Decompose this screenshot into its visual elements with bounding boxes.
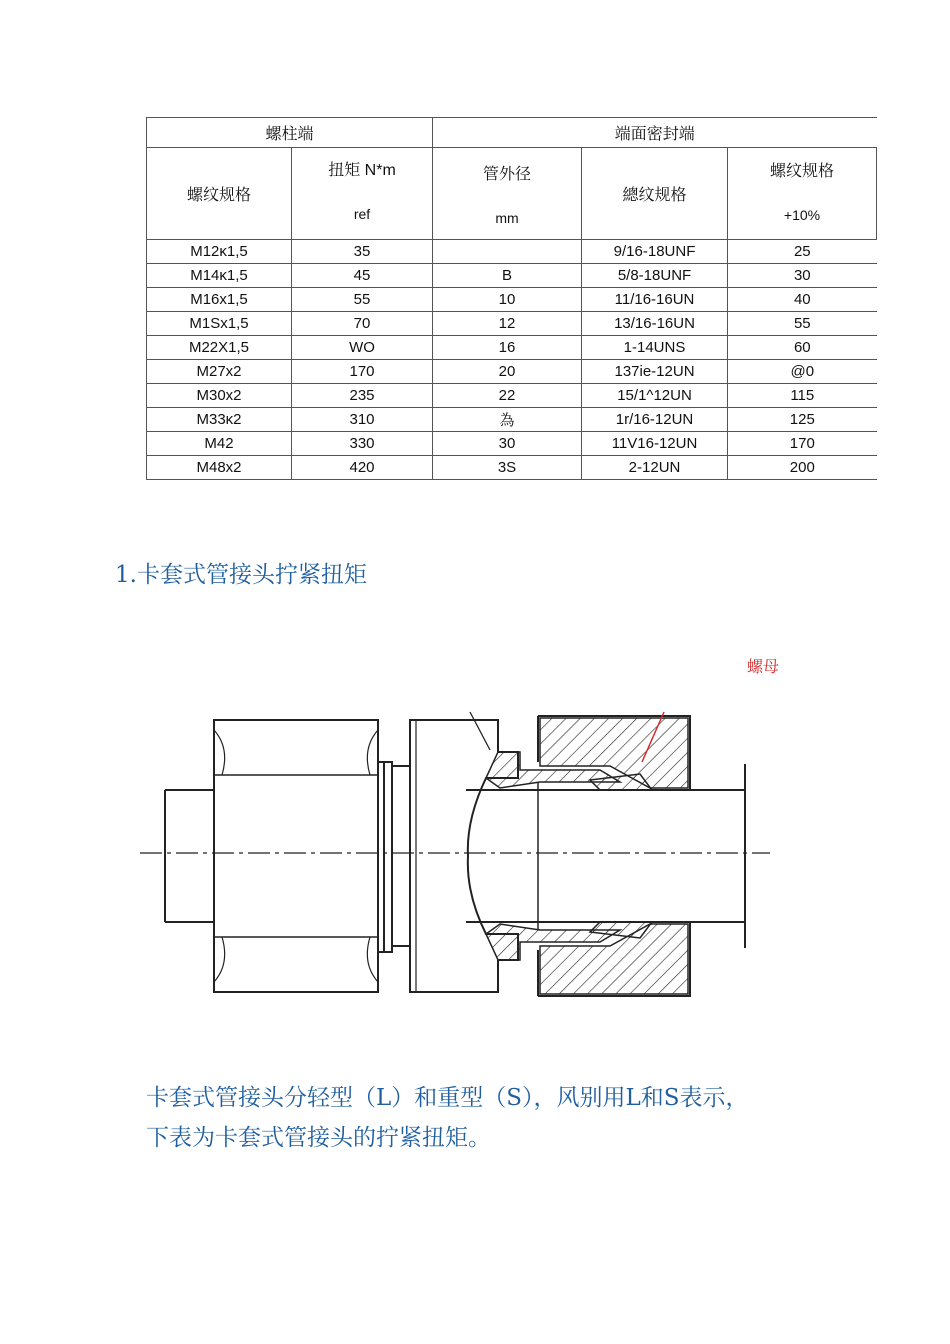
table-cell: 20 [433,360,582,384]
header-thread-spec: 螺纹规格 [147,148,292,240]
table-cell: @0 [728,360,877,384]
left-pipe [165,790,214,922]
table-cell: 1-14UNS [582,336,728,360]
body-paragraph [146,1078,866,1158]
table-cell: 70 [292,312,433,336]
table-cell: 40 [728,288,877,312]
table-cell: 11/16-16UN [582,288,728,312]
table-cell: M42 [147,432,292,456]
table-cell: 5/8-18UNF [582,264,728,288]
table-cell: B [433,264,582,288]
fitting-diagram [0,690,950,1020]
table-cell: M27x2 [147,360,292,384]
right-pipe [466,764,745,948]
table-column-header-row [147,148,877,240]
table-cell: M48x2 [147,456,292,480]
group-header-face-seal-end: 端面密封端 [433,118,877,148]
table-cell: M33κ2 [147,408,292,432]
section-heading [115,556,367,589]
table-row [147,312,877,336]
table-cell: M12κ1,5 [147,240,292,264]
table-cell: 1r/16-12UN [582,408,728,432]
table-cell [433,240,582,264]
table-cell: 235 [292,384,433,408]
header-torque-sub: ref [353,206,371,222]
table-cell: 16 [433,336,582,360]
table-cell: 15/1^12UN [582,384,728,408]
group-header-stud-end: 螺柱端 [147,118,433,148]
header-thread-spec-2: 總纹规格 [582,148,728,240]
table-body [147,240,877,480]
table-row [147,456,877,480]
table-cell: 35 [292,240,433,264]
section-number: 1. [115,562,137,588]
header-torque-2-label: 螺纹规格 [770,163,835,180]
table-cell: M30x2 [147,384,292,408]
table-cell: 55 [728,312,877,336]
header-pipe-od-label: 管外径 [483,166,532,183]
header-torque-2-sub: +10% [783,207,821,223]
header-torque-2 [728,148,877,240]
table-group-header-row [147,118,877,148]
header-pipe-od [433,148,582,240]
table-cell: 11V16-12UN [582,432,728,456]
section-title: 卡套式管接头拧紧扭矩 [136,562,367,588]
nut-label: 螺母 [747,657,780,676]
table-cell: 10 [433,288,582,312]
header-torque [292,148,433,240]
table-row [147,288,877,312]
table-cell: 12 [433,312,582,336]
table-cell: 310 [292,408,433,432]
header-torque-label: 扭矩 N*m [328,162,396,179]
paragraph-line-1: 卡套式管接头分轻型（L）和重型（S），风别用L和S表示， [146,1085,749,1111]
table-cell: 30 [728,264,877,288]
table-cell: 137ie-12UN [582,360,728,384]
table-cell: 3S [433,456,582,480]
table-row [147,360,877,384]
table-cell: 125 [728,408,877,432]
table-cell: 200 [728,456,877,480]
torque-table [146,117,877,480]
table-cell: M1Sx1,5 [147,312,292,336]
table-cell: 170 [292,360,433,384]
table-cell: M16x1,5 [147,288,292,312]
table-cell: 為 [433,408,582,432]
table-cell: 2-12UN [582,456,728,480]
leader-line-body [470,712,490,750]
table-cell: 60 [728,336,877,360]
table-cell: 330 [292,432,433,456]
table-row [147,384,877,408]
table-cell: M22X1,5 [147,336,292,360]
table-row [147,240,877,264]
table-row [147,336,877,360]
table-row [147,264,877,288]
table-cell: 420 [292,456,433,480]
table-cell: 13/16-16UN [582,312,728,336]
table-cell: 22 [433,384,582,408]
table-cell: 25 [728,240,877,264]
table-cell: WO [292,336,433,360]
table-row [147,432,877,456]
table-cell: 55 [292,288,433,312]
table-cell: M14κ1,5 [147,264,292,288]
table-cell: 45 [292,264,433,288]
table-cell: 30 [433,432,582,456]
thread-neck [378,762,392,952]
table-cell: 9/16-18UNF [582,240,728,264]
table-cell: 170 [728,432,877,456]
header-pipe-od-unit: mm [495,210,519,226]
paragraph-line-2: 下表为卡套式管接头的拧紧扭矩。 [146,1125,491,1151]
table-cell: 115 [728,384,877,408]
hex-body [214,720,378,992]
table-row [147,408,877,432]
